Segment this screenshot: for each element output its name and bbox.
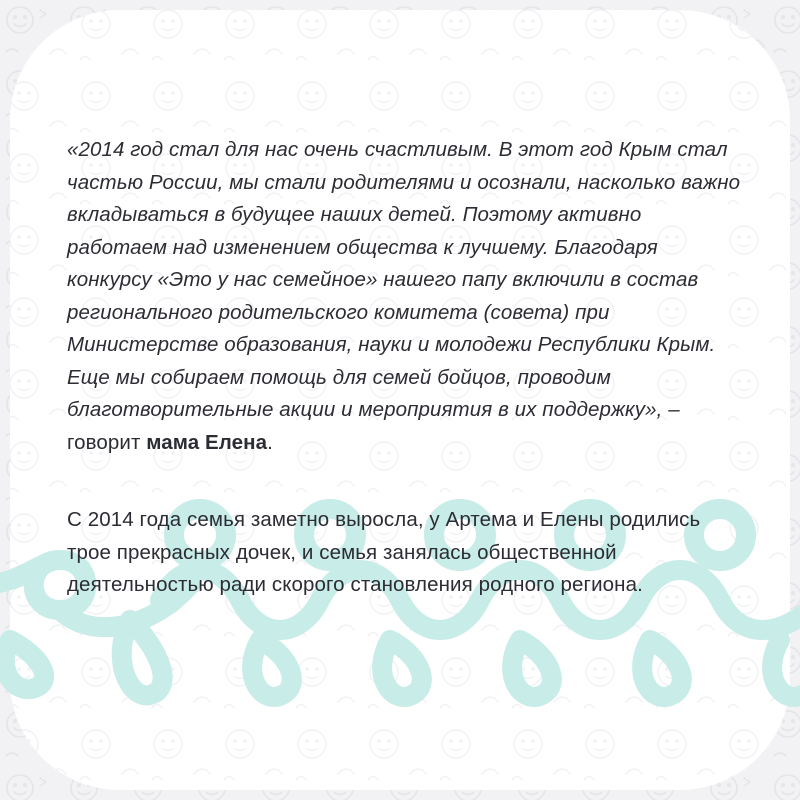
family-paragraph: С 2014 года семья заметно выросла, у Артема и Елены родились трое прекрасных дочек, и семья занялась общественной деятельностью ради скорого становления родного региона. bbox=[67, 508, 701, 596]
end-punctuation: . bbox=[267, 430, 273, 454]
speaker-name: мама Елена bbox=[146, 430, 268, 454]
quote-paragraph bbox=[67, 134, 747, 459]
text-block bbox=[67, 134, 747, 602]
quote-text: «2014 год стал для нас очень счастливым. В этот год Крым стал частью России, мы стали родителями и осознали, насколько важно вкладываться в будущее наших детей. Поэтому активно работаем над изменением общества к лучшему. Благодаря конкурсу «Это у нас семейное» нашего папу включили в состав регионального родительского комитета (совета) при Министерстве образования, науки и молодежи Республики Крым. Еще мы собираем помощь для семей бойцов, проводим благотворительные акции и мероприятия в их поддержку», – bbox=[67, 138, 741, 421]
attribution-verb: говорит bbox=[67, 430, 141, 454]
